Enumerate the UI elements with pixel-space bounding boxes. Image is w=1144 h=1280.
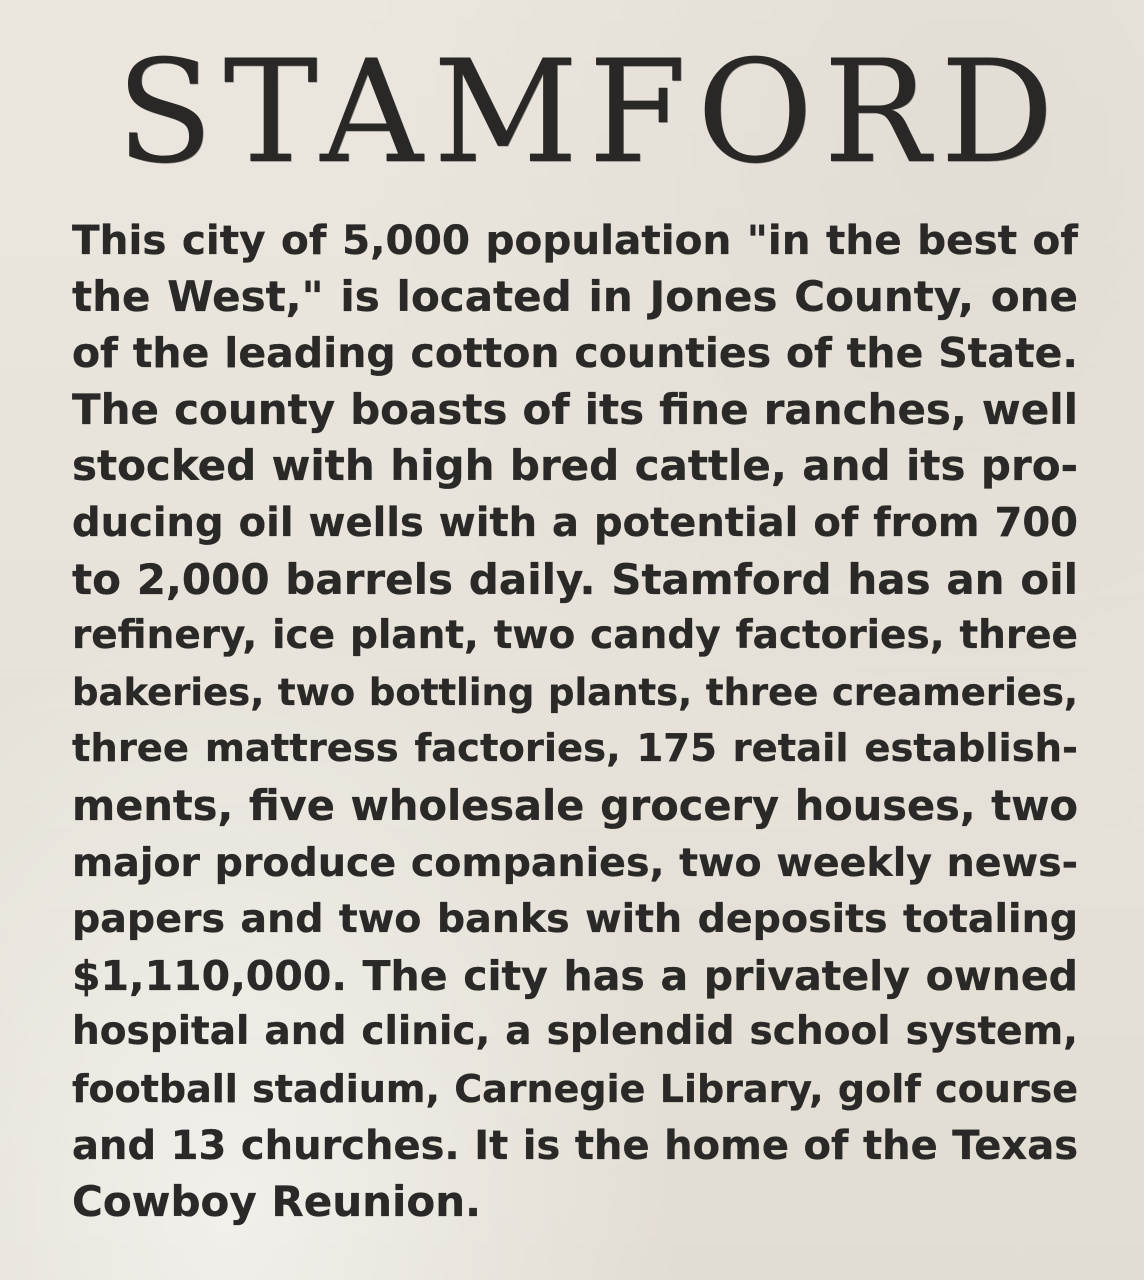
article-line: refinery, ice plant, two candy factories, three — [72, 613, 1078, 659]
article-line: ments, five wholesale grocery houses, two — [72, 780, 1078, 830]
article-line: ducing oil wells with a potential of from 700 — [72, 499, 1078, 546]
article-line: football stadium, Carnegie Library, golf course — [72, 1066, 1078, 1111]
article-line: stocked with high bred cattle, and its pro- — [72, 441, 1078, 491]
article-line: to 2,000 barrels daily. Stamford has an oil — [72, 554, 1078, 604]
article-line: This city of 5,000 population "in the best of — [72, 216, 1078, 264]
article-line: The county boasts of its fine ranches, well — [72, 384, 1078, 434]
article-title: STAMFORD — [116, 30, 1064, 195]
article-line: of the leading cotton counties of the State. — [72, 329, 1078, 378]
article-line: bakeries, two bottling plants, three creameries, — [72, 670, 1078, 714]
article-line: and 13 churches. It is the home of the Texas — [72, 1122, 1078, 1169]
article-line: hospital and clinic, a splendid school system, — [72, 1009, 1078, 1055]
article-line: papers and two banks with deposits totaling — [72, 896, 1078, 943]
article-body — [72, 212, 1078, 1231]
article-line: Cowboy Reunion. — [72, 1177, 482, 1227]
article-line: major produce companies, two weekly news- — [72, 839, 1078, 886]
article-line: $1,110,000. The city has a privately owned — [72, 951, 1078, 1000]
article-line: three mattress factories, 175 retail establish- — [72, 726, 1078, 772]
article-line: the West," is located in Jones County, one — [72, 271, 1078, 321]
